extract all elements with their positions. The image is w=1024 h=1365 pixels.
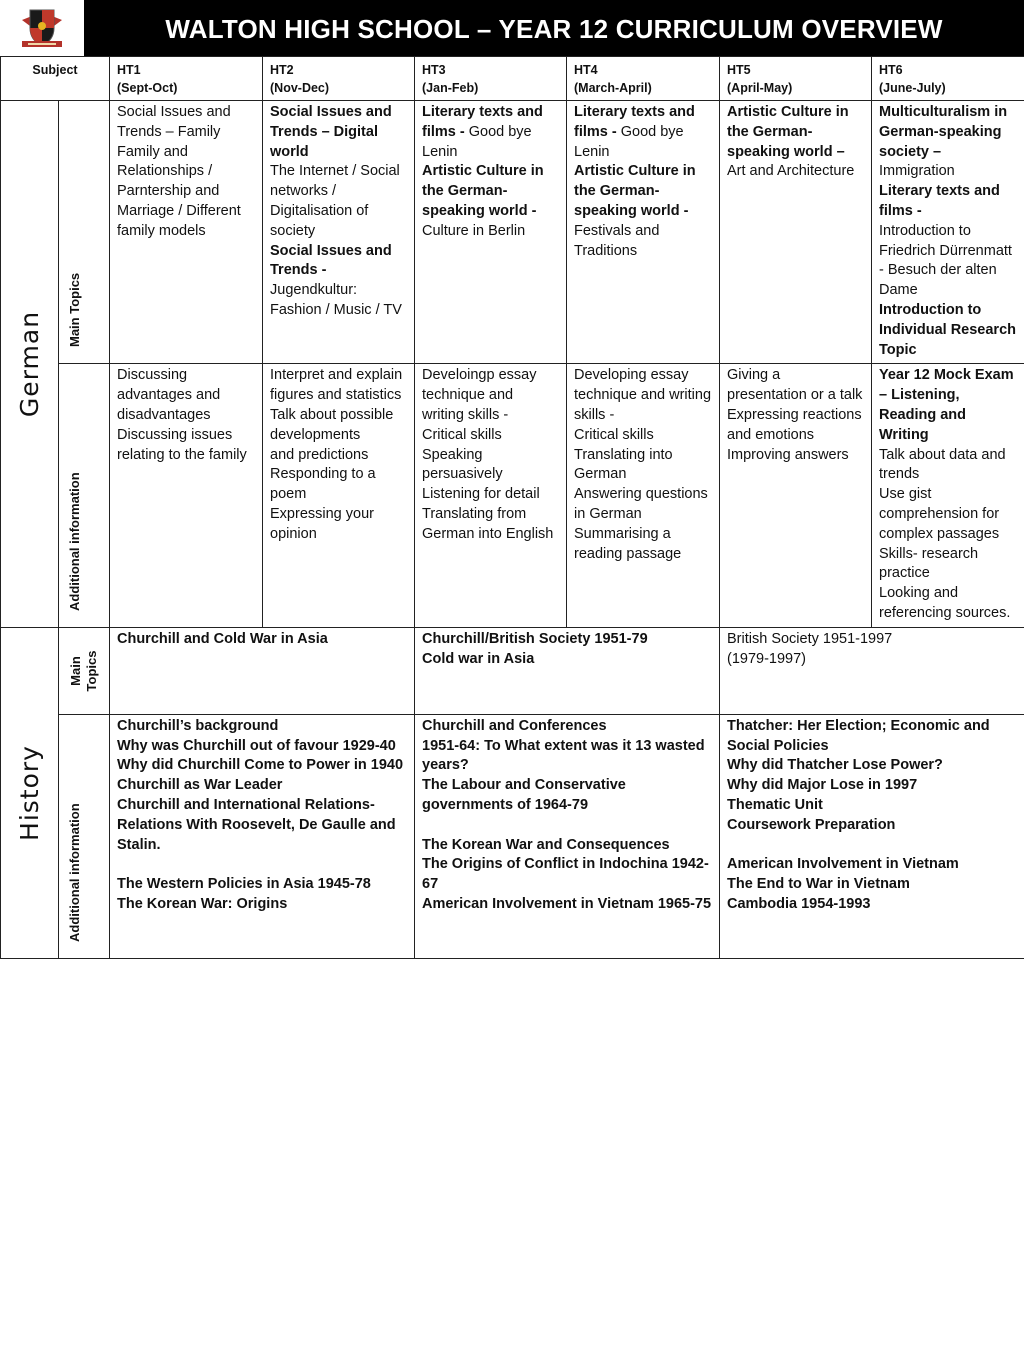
cell-text: Festivals and Traditions <box>574 222 660 259</box>
logo-container <box>0 0 84 56</box>
cell-heading-text: Cambodia 1954-1993 <box>727 895 871 912</box>
cell-line <box>422 816 712 836</box>
cell-line <box>422 162 559 221</box>
cell-text: Discussing advantages and disadvantages <box>117 367 221 423</box>
cell-text: Translating from German into English <box>422 505 554 542</box>
cell-text: Discussing issues relating to the family <box>117 426 247 463</box>
term-header: HT2 (Nov-Dec) <box>263 57 415 101</box>
cell-text: Talk about possible developments <box>270 406 394 443</box>
cell-line <box>270 242 407 282</box>
cell-line <box>422 776 712 816</box>
row-label-cell <box>59 714 110 958</box>
cell-heading-text: The Korean War: Origins <box>117 895 288 912</box>
cell-line <box>574 222 712 262</box>
cell-line <box>117 366 255 425</box>
cell-line <box>422 895 712 915</box>
cell-line <box>422 737 712 777</box>
cell-line <box>270 103 407 162</box>
history-additional-cell <box>415 714 720 958</box>
cell-line <box>117 895 407 915</box>
term-header: HT3 (Jan-Feb) <box>415 57 567 101</box>
curriculum-table <box>0 56 1024 959</box>
german-main-topics-row <box>1 101 1024 364</box>
history-additional-cell <box>110 714 415 958</box>
cell-text: and predictions <box>270 446 369 463</box>
cell-heading-text: Cold war in Asia <box>422 650 535 667</box>
cell-heading-text: Artistic Culture in the German-speaking world - <box>422 163 544 219</box>
cell-line <box>574 485 712 525</box>
cell-line <box>422 366 559 425</box>
cell-text: Jugendkultur: Fashion / Music / TV <box>270 282 402 318</box>
cell-text: Good bye Lenin <box>574 123 684 160</box>
cell-line <box>117 426 255 466</box>
cell-heading-text: Coursework Preparation <box>727 816 896 833</box>
history-main-topics-row <box>1 627 1024 714</box>
cell-heading-text: Literary texts and films - <box>574 104 695 140</box>
cell-line <box>879 545 1017 585</box>
cell-heading-text: Social Issues and Trends - <box>270 242 392 279</box>
german-additional-cell <box>872 364 1024 627</box>
cell-text: Good bye Lenin <box>422 123 532 160</box>
cell-heading-text: Literary texts and films - <box>879 183 1000 219</box>
cell-line <box>727 630 1017 650</box>
term-header: HT1 (Sept-Oct) <box>110 57 263 101</box>
cell-text: Develoingp essay technique and writing skills - <box>422 367 537 423</box>
cell-text: Critical skills <box>422 426 502 443</box>
cell-line <box>574 446 712 486</box>
cell-line <box>879 446 1017 486</box>
cell-text: Speaking persuasively <box>422 446 503 483</box>
cell-line <box>879 162 1017 182</box>
cell-text: Responding to a poem <box>270 466 376 503</box>
cell-line <box>422 505 559 545</box>
cell-line <box>727 717 1017 757</box>
cell-heading-text: Multiculturalism in German-speaking society – <box>879 104 1008 160</box>
cell-line <box>727 836 1017 856</box>
cell-line <box>574 426 712 446</box>
german-main-cell <box>872 101 1024 364</box>
history-main-cell <box>720 627 1024 714</box>
cell-text: Listening for detail <box>422 486 540 503</box>
cell-line <box>117 776 407 796</box>
german-additional-cell <box>567 364 720 627</box>
cell-text: Talk about data and trends <box>879 446 1006 483</box>
cell-line <box>574 525 712 565</box>
cell-line <box>422 630 712 650</box>
cell-text: The Internet / Social networks / Digitalisation of society <box>270 163 400 239</box>
cell-line <box>727 162 864 182</box>
cell-text: British Society 1951-1997 <box>727 630 893 647</box>
cell-text: Culture in Berlin <box>422 222 526 239</box>
cell-line <box>117 796 407 855</box>
cell-text: Developing essay technique and writing skills - <box>574 367 712 423</box>
cell-line <box>727 446 864 466</box>
cell-line <box>727 855 1017 875</box>
cell-line <box>270 406 407 446</box>
cell-heading-text: Introduction to Individual Research Topic <box>879 301 1016 358</box>
cell-line <box>270 366 407 406</box>
cell-heading-text: Social Issues and Trends – Digital world <box>270 104 392 160</box>
cell-heading-text: American Involvement in Vietnam <box>727 856 959 873</box>
cell-line <box>270 505 407 545</box>
cell-text: Expressing your opinion <box>270 505 374 542</box>
cell-line <box>727 103 864 162</box>
cell-line <box>727 895 1017 915</box>
history-additional-row <box>1 714 1024 958</box>
cell-heading-text: Churchill as War Leader <box>117 777 283 794</box>
cell-text: Translating into German <box>574 446 673 483</box>
subject-label-german: German <box>14 310 44 417</box>
school-crest-icon <box>20 6 64 50</box>
page-title: WALTON HIGH SCHOOL – YEAR 12 CURRICULUM OVERVIEW <box>165 14 943 44</box>
cell-line <box>727 366 864 406</box>
term-header: HT5 (April-May) <box>720 57 872 101</box>
cell-heading-text: Why was Churchill out of favour 1929-40 <box>117 737 396 754</box>
cell-text: Art and Architecture <box>727 163 855 180</box>
cell-line <box>270 465 407 505</box>
cell-line <box>422 836 712 856</box>
cell-heading-text: Why did Major Lose in 1997 <box>727 777 918 794</box>
cell-heading-text: Literary texts and films - <box>422 104 543 140</box>
cell-line <box>879 222 1017 301</box>
term-header: HT4 (March-April) <box>567 57 720 101</box>
cell-line <box>879 366 1017 445</box>
cell-text: Introduction to Friedrich Dürrenmatt - Besuch der alten Dame <box>879 222 1012 299</box>
german-main-cell <box>263 101 415 364</box>
german-additional-cell <box>110 364 263 627</box>
cell-heading-text: Why did Churchill Come to Power in 1940 <box>117 757 404 774</box>
subject-header: Subject <box>1 57 110 101</box>
german-main-cell <box>720 101 872 364</box>
cell-heading-text: Why did Thatcher Lose Power? <box>727 757 943 774</box>
row-label-additional-info: Additional information <box>67 472 82 611</box>
cell-heading-text: The Korean War and Consequences <box>422 836 670 853</box>
cell-text: Skills- research practice <box>879 545 979 582</box>
row-label-cell <box>59 627 110 714</box>
cell-heading-text: The End to War in Vietnam <box>727 876 910 893</box>
cell-line <box>422 717 712 737</box>
cell-line <box>117 717 407 737</box>
cell-line <box>879 103 1017 162</box>
cell-text: (1979-1997) <box>727 650 806 667</box>
cell-line <box>117 737 407 757</box>
cell-line <box>727 875 1017 895</box>
cell-text: Critical skills <box>574 426 654 443</box>
cell-line <box>422 485 559 505</box>
cell-heading-text: Churchill’s background <box>117 717 279 734</box>
cell-line <box>879 301 1017 360</box>
cell-line <box>117 103 255 242</box>
cell-heading-text: Churchill and Cold War in Asia <box>117 630 328 647</box>
german-additional-cell <box>263 364 415 627</box>
row-label-main-topics: Main Topics <box>67 273 82 348</box>
cell-line <box>422 650 712 670</box>
cell-text: Use gist comprehension for complex passages <box>879 486 1000 542</box>
cell-line <box>270 281 407 321</box>
cell-line <box>422 855 712 895</box>
cell-line <box>574 366 712 425</box>
cell-heading-text: Churchill and Conferences <box>422 717 607 734</box>
cell-line <box>727 406 864 446</box>
cell-heading-text: 1951-64: To What extent was it 13 wasted years? <box>422 737 705 774</box>
cell-line <box>422 426 559 446</box>
cell-line <box>727 796 1017 816</box>
cell-heading-text: American Involvement in Vietnam 1965-75 <box>422 895 712 912</box>
cell-line <box>879 485 1017 544</box>
cell-text: Social Issues and Trends – Family Family and Relationships / Parntership and Marriage / Different family models <box>117 104 241 239</box>
row-label-main-topics: Main Topics <box>68 650 99 692</box>
subject-label-history: History <box>14 744 44 841</box>
cell-line <box>422 446 559 486</box>
cell-line <box>727 650 1017 670</box>
cell-line <box>270 446 407 466</box>
page-header <box>0 0 1024 56</box>
subject-cell-history <box>1 627 59 958</box>
cell-heading-text: Year 12 Mock Exam – Listening, Reading and Writing <box>879 367 1014 443</box>
history-main-cell <box>415 627 720 714</box>
german-additional-row <box>1 364 1024 627</box>
cell-heading-text: The Western Policies in Asia 1945-78 <box>117 876 371 893</box>
cell-heading-text: Artistic Culture in the German-speaking world - <box>574 163 696 219</box>
cell-heading-text: Churchill and International Relations-Relations With Roosevelt, De Gaulle and Stalin. <box>117 796 396 853</box>
cell-line <box>574 162 712 221</box>
german-additional-cell <box>415 364 567 627</box>
cell-text: Immigration <box>879 163 955 180</box>
row-label-additional-info: Additional information <box>67 803 82 942</box>
cell-line <box>422 222 559 242</box>
cell-line <box>117 630 407 650</box>
subject-cell-german <box>1 101 59 628</box>
cell-line <box>727 816 1017 836</box>
term-header: HT6 (June-July) <box>872 57 1024 101</box>
cell-heading-text: The Labour and Conservative governments of 1964-79 <box>422 777 626 813</box>
cell-heading-text: Churchill/British Society 1951-79 <box>422 630 648 647</box>
german-main-cell <box>110 101 263 364</box>
german-main-cell <box>567 101 720 364</box>
header-row <box>1 57 1024 101</box>
row-label-cell <box>59 101 110 364</box>
german-main-cell <box>415 101 567 364</box>
cell-heading-text: Artistic Culture in the German-speaking world – <box>727 104 849 160</box>
cell-line <box>117 756 407 776</box>
cell-text: Looking and referencing sources. <box>879 585 1011 621</box>
cell-line <box>117 875 407 895</box>
cell-line <box>270 162 407 241</box>
cell-text: Giving a presentation or a talk <box>727 367 863 404</box>
cell-heading-text: Thatcher: Her Election; Economic and Social Policies <box>727 717 990 754</box>
cell-text: Interpret and explain figures and statistics <box>270 367 403 404</box>
row-label-cell <box>59 364 110 627</box>
cell-text: Improving answers <box>727 446 849 463</box>
history-main-cell <box>110 627 415 714</box>
cell-line <box>727 756 1017 776</box>
cell-line <box>879 182 1017 222</box>
cell-line <box>727 776 1017 796</box>
history-additional-cell <box>720 714 1024 958</box>
cell-heading-text: The Origins of Conflict in Indochina 1942-67 <box>422 856 709 893</box>
cell-line <box>574 103 712 162</box>
cell-text: Summarising a reading passage <box>574 525 682 562</box>
cell-text: Answering questions in German <box>574 486 708 522</box>
german-additional-cell <box>720 364 872 627</box>
cell-line <box>422 103 559 162</box>
cell-heading-text: Thematic Unit <box>727 796 823 813</box>
cell-text: Expressing reactions and emotions <box>727 406 862 443</box>
cell-line <box>117 855 407 875</box>
cell-line <box>879 584 1017 624</box>
